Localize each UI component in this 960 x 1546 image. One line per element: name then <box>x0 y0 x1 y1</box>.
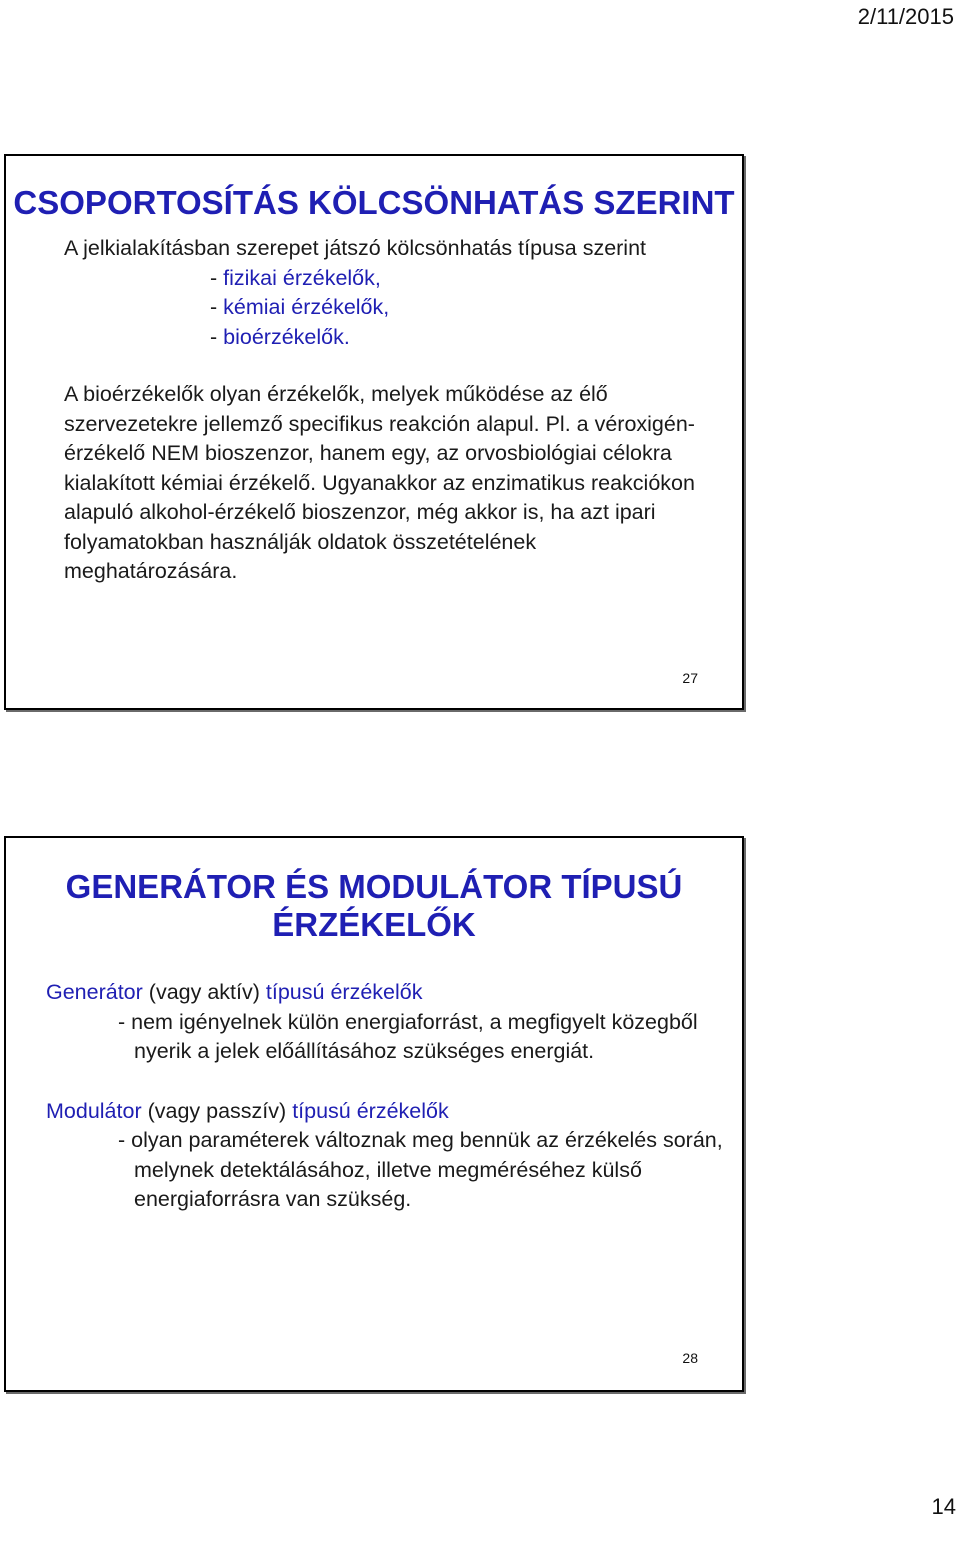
page-number: 14 <box>931 1494 956 1519</box>
bullet-item-text: kémiai érzékelők, <box>223 295 390 319</box>
bullet-item: - bioérzékelők. <box>210 324 350 349</box>
modulator-detail: - olyan paraméterek változnak meg bennük az érzékelés során, melynek detektálásához, illetve megméréséhez külső energiaforrásra van szükség. <box>118 1128 723 1211</box>
generator-type-section <box>46 978 726 1067</box>
bullet-item: - fizikai érzékelők, <box>210 265 381 290</box>
bullet-item-text: fizikai érzékelők, <box>223 265 381 290</box>
modulator-parenthetical: (vagy passzív) <box>147 1098 287 1123</box>
slide-28-number: 28 <box>682 1350 698 1366</box>
bullet-item: - kémiai érzékelők, <box>210 295 390 319</box>
slide-27-number: 27 <box>682 670 698 686</box>
slide-27-intro: A jelkialakításban szerepet játszó kölcsönhatás típusa szerint <box>64 236 647 260</box>
modulator-type-section <box>46 1097 726 1215</box>
modulator-type-heading <box>46 1097 726 1127</box>
slide-27 <box>4 154 744 710</box>
bullet-item-text: bioérzékelők. <box>223 324 350 349</box>
slide-28 <box>4 836 744 1392</box>
generator-term: Generátor <box>46 980 143 1004</box>
print-date: 2/11/2015 <box>857 4 954 29</box>
slide-27-description: A bioérzékelők olyan érzékelők, melyek működése az élő szervezetekre jellemző specifikus reakción alapul. Pl. a véroxigén-érzékelő NEM bioszenzor, hanem egy, az orvosbiológiai célokra kialakított kémiai érzékelő. Ugyanakkor az enzimatikus reakciókon alapuló alkohol-érzékelő bioszenzor, még akkor is, ha azt ipari folyamatokban használják oldatok összetételének meghatározására. <box>64 382 695 583</box>
generator-type-heading <box>46 978 726 1008</box>
slide-27-title: CSOPORTOSÍTÁS KÖLCSÖNHATÁS SZERINT <box>13 184 735 221</box>
generator-suffix: típusú érzékelők <box>265 980 423 1004</box>
generator-detail-text: nem igényelnek külön energiaforrást, a megfigyelt közegből nyerik a jelek előállításához szükséges energiát. <box>131 1009 698 1063</box>
modulator-detail-text: olyan paraméterek változnak meg bennük az érzékelés során, melynek detektálásához, illetve megméréséhez külső energiaforrásra van szükség. <box>131 1128 723 1211</box>
generator-parenthetical: (vagy aktív) <box>148 980 260 1004</box>
slide-28-title: GENERÁTOR ÉS MODULÁTOR TÍPUSÚ ÉRZÉKELŐK <box>65 868 683 943</box>
generator-detail: - nem igényelnek külön energiaforrást, a megfigyelt közegből nyerik a jelek előállításához szükséges energiát. <box>118 1009 698 1063</box>
modulator-suffix: típusú érzékelők <box>292 1098 449 1123</box>
slide-27-bullet-list <box>210 264 742 353</box>
modulator-term: Modulátor <box>46 1098 142 1123</box>
